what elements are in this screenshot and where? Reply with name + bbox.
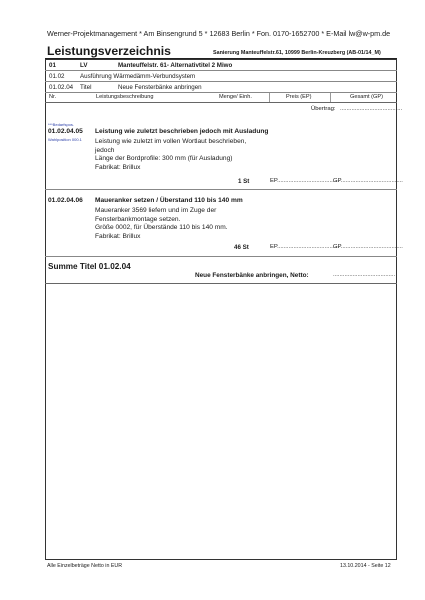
position-number: 01.02.04.06 (48, 197, 83, 204)
total-price-field: GP...................................... (333, 244, 403, 250)
position-description (95, 138, 275, 172)
position-tag-alternative: Wahlposition 000.1 (48, 137, 82, 142)
description-line: jedoch (95, 146, 115, 154)
description-line: Größe 0002, für Überstände 110 bis 140 mm. (95, 224, 228, 232)
hierarchy-code-title: 01.02.04 (49, 84, 74, 91)
carry-over-label: Übertrag: (311, 106, 336, 112)
position-title: Leistung wie zuletzt beschrieben jedoch mit Ausladung (95, 128, 269, 135)
hierarchy-code-group: 01.02 (49, 73, 65, 80)
row-divider (45, 92, 397, 93)
hierarchy-desc-group: Ausführung Wärmedämm-Verbundsystem (80, 73, 196, 80)
unit-price-field: EP...................................... (270, 178, 340, 184)
title-net-label: Neue Fensterbänke anbringen, Netto: (195, 272, 309, 279)
carry-over-amount: ...................................... (340, 106, 403, 112)
hierarchy-desc-lv: Manteuffelstr. 61- Alternativtitel 2 Miwo (118, 62, 233, 69)
column-separator (330, 93, 331, 102)
description-line: Fensterbankmontage setzen. (95, 215, 181, 223)
description-line: Fabrikat: Brillux (95, 232, 141, 240)
document-title: Leistungsverzeichnis (47, 44, 171, 58)
column-header-quantity: Menge/ Einh. (219, 94, 252, 100)
row-divider (45, 70, 397, 71)
description-line: Länge der Bordprofile: 300 mm (für Ausladung) (95, 155, 233, 163)
column-header-nr: Nr. (49, 94, 57, 100)
row-divider (45, 81, 397, 82)
summary-rule (45, 283, 397, 284)
column-header-unit-price: Preis (EP) (286, 94, 312, 100)
project-reference: Sanierung Manteuffelstr.61, 10999 Berlin-Kreuzberg (AB-01/14_M) (213, 50, 381, 56)
column-separator (269, 93, 270, 102)
title-sum-label: Summe Titel 01.02.04 (48, 262, 131, 271)
footer-note: Alle Einzelbeträge Netto in EUR (47, 563, 123, 569)
unit-price-field: EP...................................... (270, 244, 340, 250)
description-line: Maueranker 3569 liefern und im Zuge der (95, 207, 217, 214)
position-quantity: 1 St (238, 178, 250, 185)
position-quantity: 46 St (234, 244, 249, 251)
position-divider (45, 189, 397, 190)
company-contact-line: Werner-Projektmanagement * Am Binsengrund 5 * 12683 Berlin * Fon. 0170-1652700 * E-Mail lw@w-pm.de (47, 29, 391, 38)
description-line: Leistung wie zuletzt im vollen Wortlaut beschrieben, (95, 138, 247, 145)
footer-date-page: 13.10.2014 - Seite 12 (340, 563, 391, 569)
description-line: Fabrikat: Brillux (95, 163, 141, 171)
position-tag-demand: ***Bedarfspos. (48, 122, 75, 127)
position-number: 01.02.04.05 (48, 128, 83, 135)
position-title: Maueranker setzen / Überstand 110 bis 140 mm (95, 197, 243, 204)
title-net-amount: ...................................... (333, 272, 396, 278)
position-description (95, 207, 275, 241)
hierarchy-code-lv: 01 (49, 62, 56, 69)
total-price-field: GP...................................... (333, 178, 403, 184)
hierarchy-type-lv: LV (80, 62, 88, 69)
position-divider (45, 256, 397, 257)
column-header-rule (45, 102, 397, 103)
column-header-total-price: Gesamt (GP) (350, 94, 383, 100)
column-header-description: Leistungsbeschreibung (96, 94, 154, 100)
hierarchy-desc-title: Neue Fensterbänke anbringen (118, 84, 202, 91)
hierarchy-type-title: Titel (80, 84, 92, 91)
